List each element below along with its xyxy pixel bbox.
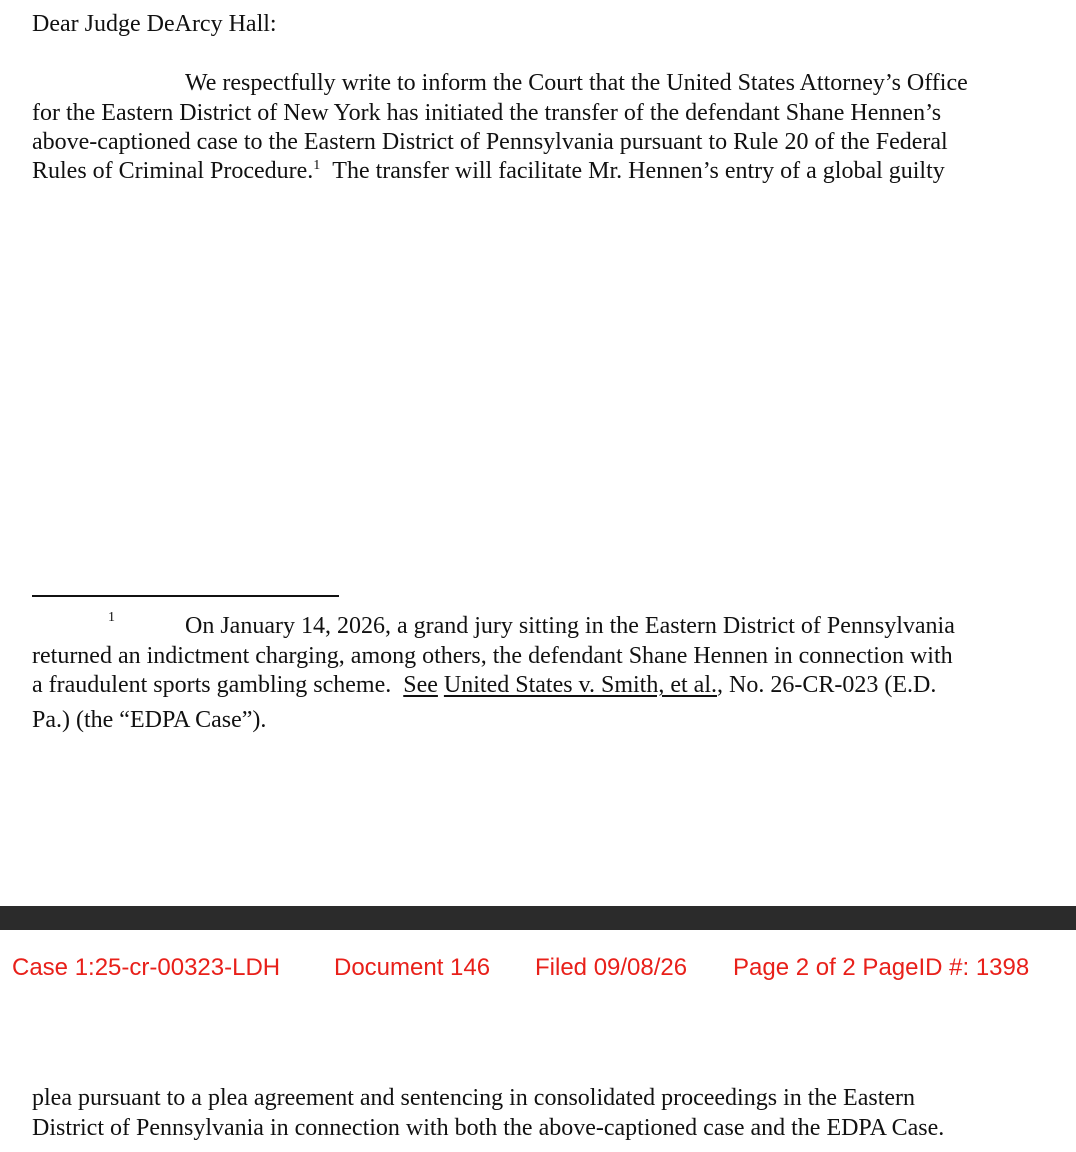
paragraph-line-4-cont: The transfer will facilitate Mr. Hennen’s entry of a global guilty: [332, 158, 945, 184]
continuation-line-2: District of Pennsylvania in connection with both the above-captioned case and the EDPA Case.: [32, 1115, 945, 1141]
salutation: Dear Judge DeArcy Hall:: [32, 11, 277, 37]
footnote-line-3: [32, 670, 936, 700]
footnote-line-2: returned an indictment charging, among others, the defendant Shane Hennen in connection with: [32, 643, 953, 669]
footnote-line-3-post: , No. 26-CR-023 (E.D.: [717, 672, 937, 698]
paragraph-line-2: for the Eastern District of New York has initiated the transfer of the defendant Shane Hennen’s: [32, 100, 942, 126]
ecf-case-number: Case 1:25-cr-00323-LDH: [12, 954, 281, 981]
paragraph-line-4: [32, 156, 945, 186]
see-signal: See: [403, 672, 438, 698]
ecf-filed-date: Filed 09/08/26: [535, 954, 688, 981]
ecf-document-number: Document 146: [334, 954, 491, 981]
continuation-line-1: plea pursuant to a plea agreement and sentencing in consolidated proceedings in the Eastern: [32, 1085, 916, 1111]
footnote-line-4: Pa.) (the “EDPA Case”).: [32, 707, 267, 733]
ecf-page-id: Page 2 of 2 PageID #: 1398: [733, 954, 1030, 981]
footnote-separator: [32, 595, 339, 597]
paragraph-line-4-text: Rules of Criminal Procedure.: [32, 158, 314, 184]
paragraph-line-1: We respectfully write to inform the Court that the United States Attorney’s Office: [185, 70, 968, 96]
footnote-line-3-pre: a fraudulent sports gambling scheme.: [32, 672, 392, 698]
footnote-line-1: On January 14, 2026, a grand jury sitting in the Eastern District of Pennsylvania: [185, 613, 955, 639]
paragraph-line-3: above-captioned case to the Eastern District of Pennsylvania pursuant to Rule 20 of the Federal: [32, 129, 948, 155]
footnote-reference[interactable]: 1: [313, 158, 321, 173]
case-citation: United States v. Smith, et al.: [443, 672, 717, 698]
footnote-number: 1: [108, 610, 115, 625]
page-divider: [0, 906, 1076, 930]
